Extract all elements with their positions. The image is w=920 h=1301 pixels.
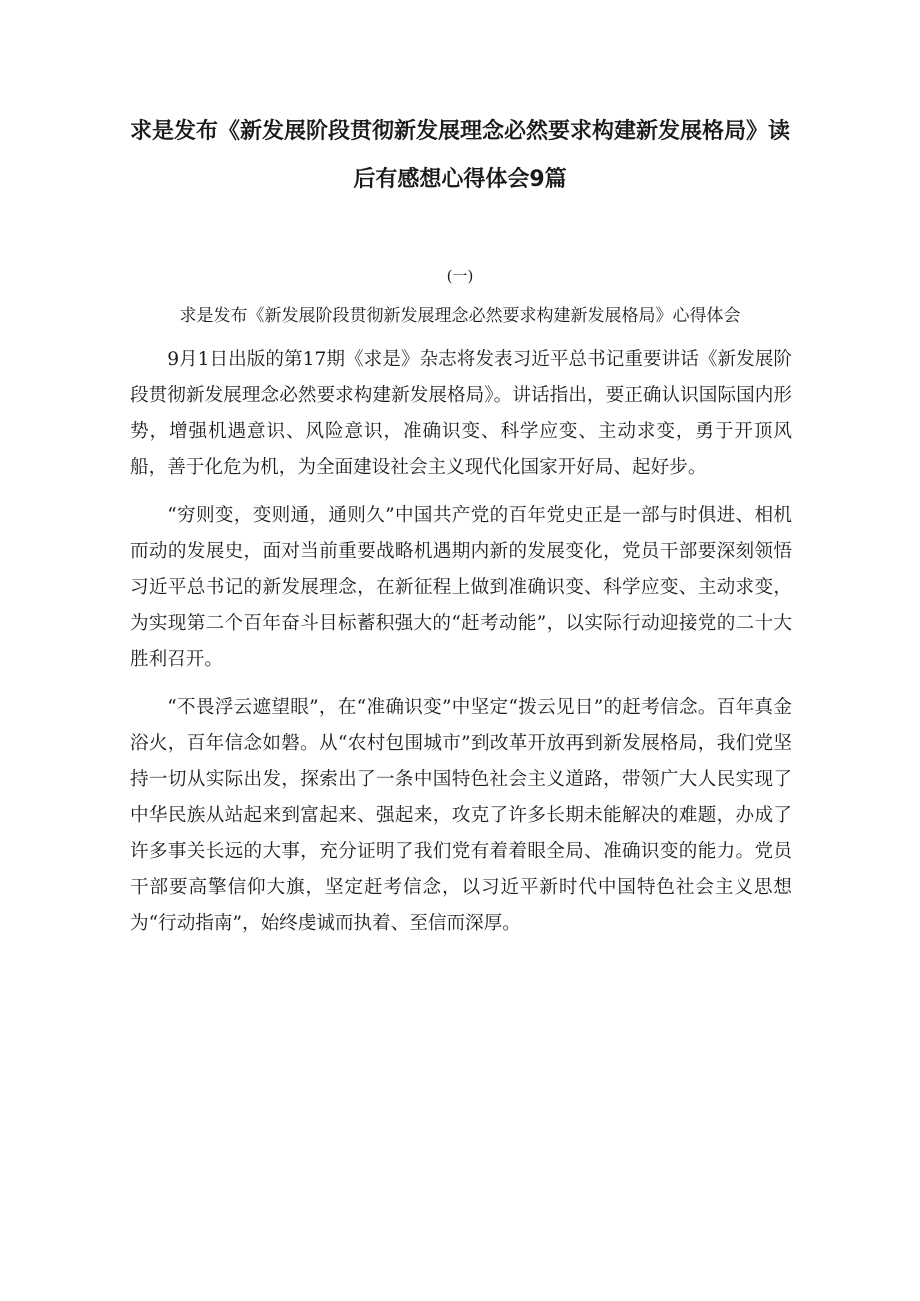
document-title-line-2: 后有感想心得体会9篇 [353,167,567,192]
document-title-line-1: 求是发布《新发展阶段贯彻新发展理念必然要求构建新发展格局》读 [129,119,790,144]
body-paragraph-3: “不畏浮云遮望眼”，在“准确识变”中坚定“拨云见日”的赶考信念。百年真金浴火，百年信念如磐。从“农村包围城市”到改革开放再到新发展格局，我们党坚持一切从实际出发，探索出了一条中国特色社会主义道路，带领广大人民实现了中华民族从站起来到富起来、强起来，攻克了许多长期未能解决的难题，办成了许多事关长远的大事，充分证明了我们党有着着眼全局、准确识变的能力。党员干部要高擎信仰大旗，坚定赶考信念，以习近平新时代中国特色社会主义思想为“行动指南”，始终虔诚而执着、至信而深厚。 [130,697,792,934]
section-title: 求是发布《新发展阶段贯彻新发展理念必然要求构建新发展格局》心得体会 [179,306,741,326]
document-body [130,342,792,954]
body-paragraph-1: 9月1日出版的第17期《求是》杂志将发表习近平总书记重要讲话《新发展阶段贯彻新发展理念必然要求构建新发展格局》。讲话指出，要正确认识国际国内形势，增强机遇意识、风险意识，准确识变、科学应变、主动求变，勇于开顶风船，善于化危为机，为全面建设社会主义现代化国家开好局、起好步。 [130,349,792,478]
section-number: (一) [446,267,474,285]
document-title [120,108,800,204]
body-paragraph-2: “穷则变，变则通，通则久”中国共产党的百年党史正是一部与时俱进、相机而动的发展史，面对当前重要战略机遇期内新的发展变化，党员干部要深刻领悟习近平总书记的新发展理念，在新征程上做到准确识变、科学应变、主动求变，为实现第二个百年奋斗目标蓄积强大的“赶考动能”，以实际行动迎接党的二十大胜利召开。 [130,505,792,670]
